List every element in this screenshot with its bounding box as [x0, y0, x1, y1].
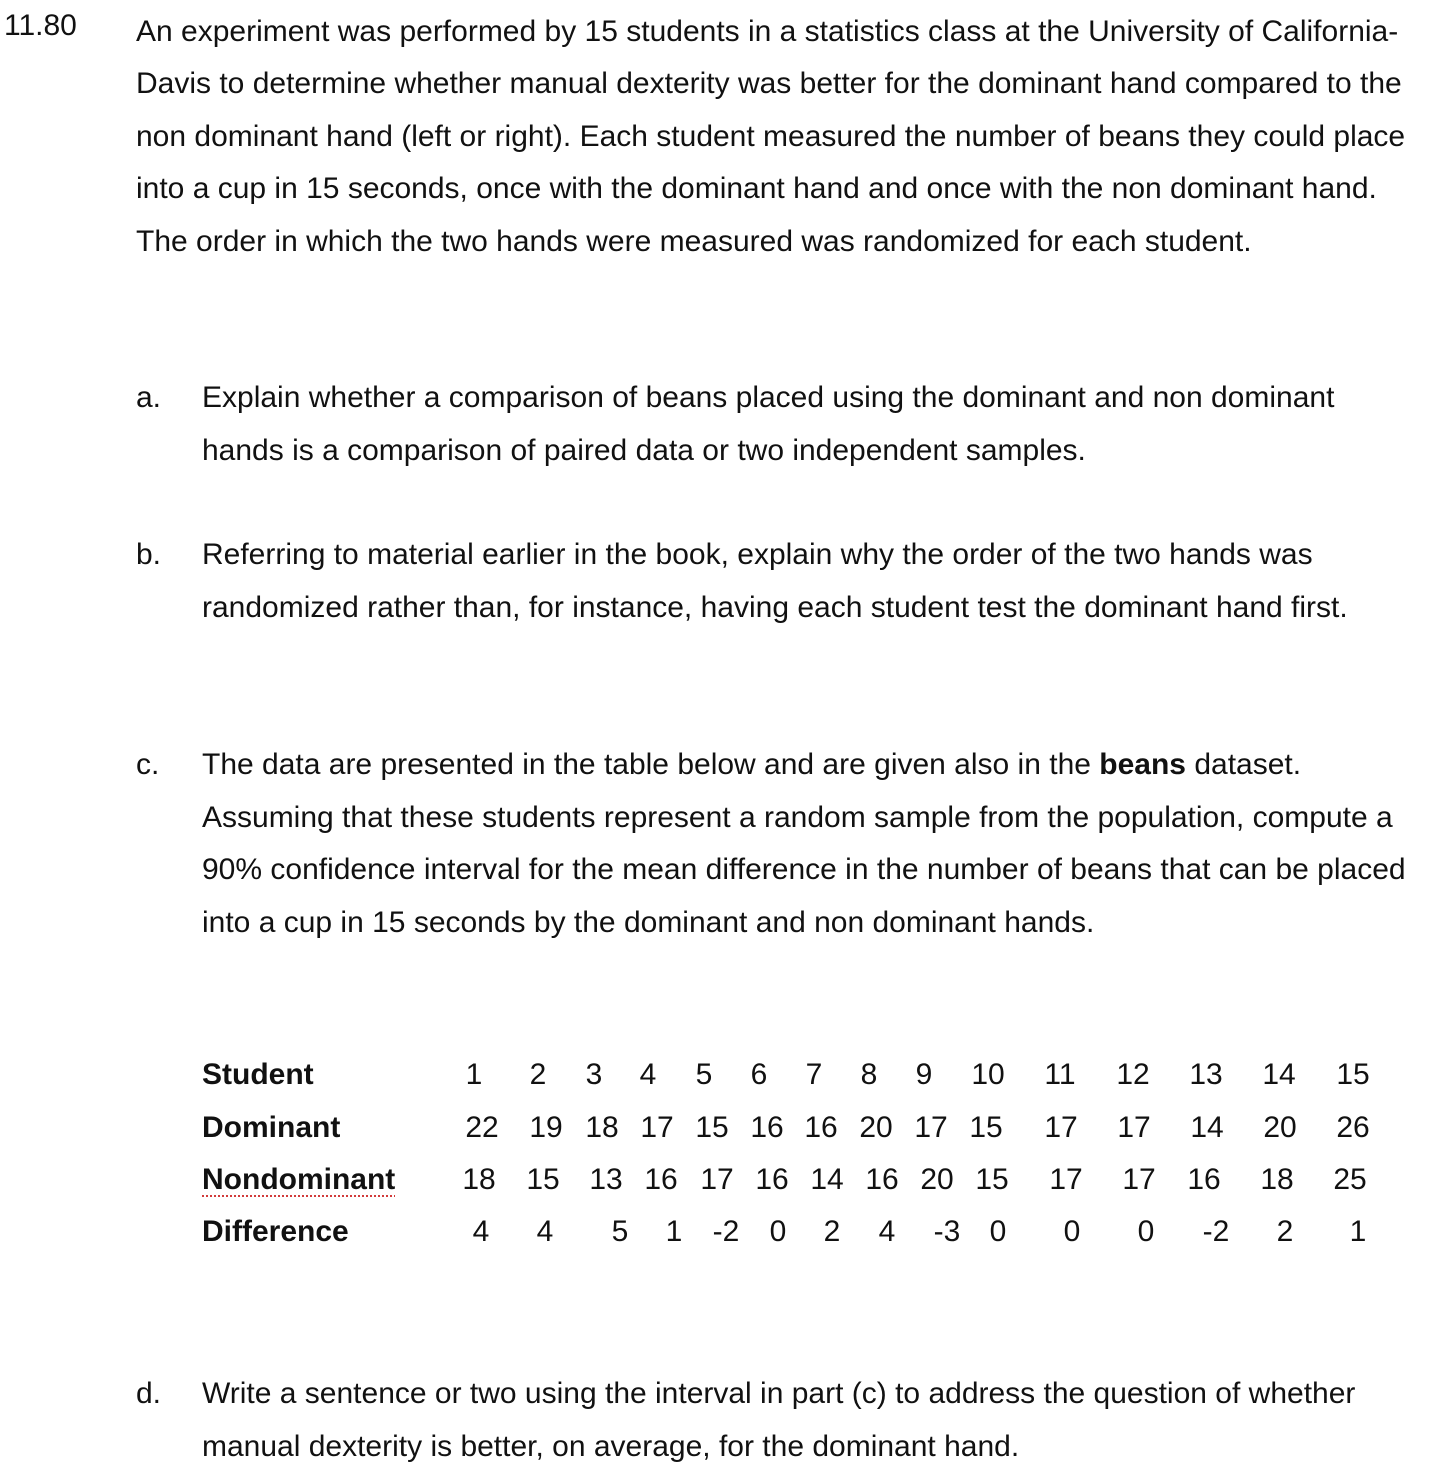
nondominant-value-10: 15 — [975, 1163, 1009, 1196]
student-value-14: 14 — [1262, 1058, 1296, 1091]
nondominant-value-15: 25 — [1333, 1163, 1367, 1196]
difference-value-12: 0 — [1137, 1215, 1155, 1248]
part-b-letter: b. — [136, 538, 162, 571]
student-value-3: 3 — [585, 1058, 603, 1091]
dominant-value-3: 18 — [585, 1111, 619, 1144]
student-value-7: 7 — [805, 1058, 823, 1091]
nondominant-value-11: 17 — [1049, 1163, 1083, 1196]
nondominant-value-3: 13 — [589, 1163, 623, 1196]
part-d-letter: d. — [136, 1377, 162, 1410]
nondominant-value-9: 20 — [920, 1163, 954, 1196]
student-value-10: 10 — [971, 1058, 1005, 1091]
difference-value-11: 0 — [1063, 1215, 1081, 1248]
difference-value-2: 4 — [536, 1215, 554, 1248]
beans-dataset-name: beans — [1099, 748, 1186, 781]
nondominant-value-8: 16 — [865, 1163, 899, 1196]
difference-value-13: -2 — [1202, 1215, 1230, 1248]
difference-value-6: 0 — [769, 1215, 787, 1248]
part-b-text: Referring to material earlier in the book, explain why the order of the two hands was randomized rather than, for instance, having each student test the dominant hand first. — [202, 538, 1348, 624]
dominant-value-12: 17 — [1117, 1111, 1151, 1144]
student-value-6: 6 — [750, 1058, 768, 1091]
row-label-nondominant — [202, 1160, 395, 1200]
dominant-value-11: 17 — [1044, 1111, 1078, 1144]
student-value-9: 9 — [915, 1058, 933, 1091]
student-value-2: 2 — [529, 1058, 547, 1091]
difference-value-5: -2 — [712, 1215, 740, 1248]
difference-value-14: 2 — [1276, 1215, 1294, 1248]
dominant-value-5: 15 — [695, 1111, 729, 1144]
nondominant-value-6: 16 — [755, 1163, 789, 1196]
part-a-letter: a. — [136, 381, 162, 414]
difference-value-15: 1 — [1349, 1215, 1367, 1248]
nondominant-value-5: 17 — [700, 1163, 734, 1196]
row-label-difference: Difference — [202, 1215, 349, 1248]
student-value-11: 11 — [1044, 1058, 1076, 1091]
difference-value-1: 4 — [472, 1215, 490, 1248]
part-a-text: Explain whether a comparison of beans placed using the dominant and non dominant hands is a comparison of paired data or two independent samples. — [202, 381, 1335, 467]
row-label-dominant: Dominant — [202, 1111, 341, 1144]
dominant-value-8: 20 — [859, 1111, 893, 1144]
student-value-8: 8 — [860, 1058, 878, 1091]
dominant-value-9: 17 — [914, 1111, 948, 1144]
difference-value-9: -3 — [933, 1215, 961, 1248]
student-value-1: 1 — [465, 1058, 483, 1091]
nondominant-value-1: 18 — [462, 1163, 496, 1196]
problem-number: 11.80 — [4, 9, 77, 42]
student-value-5: 5 — [695, 1058, 713, 1091]
student-value-4: 4 — [639, 1058, 657, 1091]
nondominant-spellcheck-underline: Nondominant — [202, 1163, 396, 1196]
problem-intro: An experiment was performed by 15 students in a statistics class at the University of California-Davis to determine whether manual dexterity was better for the dominant hand compared to the non dominant hand (left or right). Each student measured the number of beans they could place into a cup in 15 seconds, once with the dominant hand and once with the non dominant hand. The order in which the two hands were measured was randomized for each student. — [136, 15, 1406, 258]
dominant-value-1: 22 — [465, 1111, 499, 1144]
nondominant-value-2: 15 — [526, 1163, 560, 1196]
difference-value-4: 1 — [665, 1215, 683, 1248]
difference-value-7: 2 — [823, 1215, 841, 1248]
difference-value-10: 0 — [989, 1215, 1007, 1248]
nondominant-value-4: 16 — [644, 1163, 678, 1196]
student-value-13: 13 — [1189, 1058, 1223, 1091]
row-label-student: Student — [202, 1058, 314, 1091]
student-value-12: 12 — [1116, 1058, 1150, 1091]
part-c-text-after: dataset. Assuming that these students represent a random sample from the population, compute a 90% confidence interval for the mean difference in the number of beans that can be placed into a cup in 15 seconds by the dominant and non dominant hands. — [202, 748, 1406, 939]
dominant-value-15: 26 — [1336, 1111, 1370, 1144]
dominant-value-14: 20 — [1263, 1111, 1297, 1144]
nondominant-value-7: 14 — [810, 1163, 844, 1196]
dominant-value-7: 16 — [804, 1111, 838, 1144]
nondominant-value-13: 16 — [1187, 1163, 1221, 1196]
part-d-text: Write a sentence or two using the interval in part (c) to address the question of whether manual dexterity is better, on average, for the dominant hand. — [202, 1377, 1356, 1463]
part-c-text — [202, 739, 1422, 949]
dominant-value-13: 14 — [1190, 1111, 1224, 1144]
nondominant-value-12: 17 — [1122, 1163, 1156, 1196]
part-c-text-before: The data are presented in the table below and are given also in the — [202, 748, 1100, 781]
dominant-value-4: 17 — [640, 1111, 674, 1144]
dominant-value-6: 16 — [750, 1111, 784, 1144]
dominant-value-10: 15 — [969, 1111, 1003, 1144]
difference-value-3: 5 — [611, 1215, 629, 1248]
part-c-letter: c. — [136, 748, 160, 781]
dominant-value-2: 19 — [529, 1111, 563, 1144]
difference-value-8: 4 — [878, 1215, 896, 1248]
nondominant-value-14: 18 — [1260, 1163, 1294, 1196]
student-value-15: 15 — [1336, 1058, 1370, 1091]
